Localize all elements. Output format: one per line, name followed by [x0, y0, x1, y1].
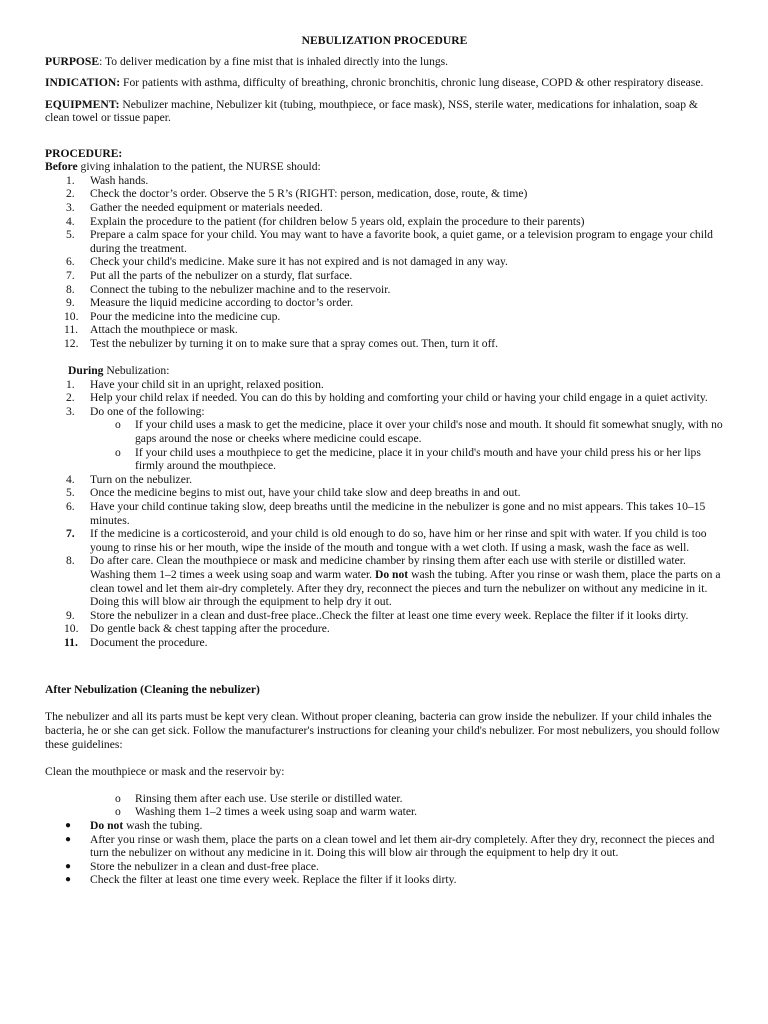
list-item: o Washing them 1–2 times a week using soap and warm water.	[115, 805, 418, 819]
during-steps-list	[45, 378, 724, 650]
clean-by-text: Clean the mouthpiece or mask and the reservoir by:	[45, 764, 285, 778]
before-label: Before	[45, 160, 78, 174]
list-item: 5. Prepare a calm space for your child. You may want to have a favorite book, a quiet game, or a television program to engage your child during the treatment.	[66, 228, 713, 255]
purpose-paragraph	[45, 55, 724, 69]
after-intro: The nebulizer and all its parts must be kept very clean. Without proper cleaning, bacteria can grow inside the nebulizer. If your child inhales the bacteria, he or she can get sick. Follow the manufacturer's instructions for cleaning your child's nebulizer. For most nebulizers, you should follow these guidelines:	[45, 710, 720, 751]
list-item: ● Check the filter at least one time every week. Replace the filter if it looks dirty.	[65, 873, 457, 887]
list-item: 3. Do one of the following:	[66, 404, 205, 418]
indication-label: INDICATION:	[45, 76, 121, 90]
list-item: 11. Attach the mouthpiece or mask.	[64, 323, 238, 337]
procedure-heading: PROCEDURE:	[45, 146, 123, 160]
list-item: 9. Measure the liquid medicine according to doctor’s order.	[66, 296, 354, 310]
list-item: 1. Have your child sit in an upright, relaxed position.	[66, 377, 324, 391]
list-item: 4. Explain the procedure to the patient (for children below 5 years old, explain the procedure to their parents)	[66, 214, 585, 228]
list-item: 2. Check the doctor’s order. Observe the 5 R’s (RIGHT: person, medication, dose, route, & time)	[66, 187, 528, 201]
before-text: giving inhalation to the patient, the NURSE should:	[77, 160, 321, 174]
list-item: 2. Help your child relax if needed. You can do this by holding and comforting your child or having your child engage in a quiet activity.	[66, 391, 708, 405]
list-item: 12. Test the nebulizer by turning it on to make sure that a spray comes out. Then, turn it off.	[64, 336, 498, 350]
list-item: 5. Once the medicine begins to mist out, have your child take slow and deep breaths in and out.	[66, 486, 521, 500]
indication-paragraph	[45, 76, 724, 90]
before-intro	[45, 160, 724, 174]
list-item: o Rinsing them after each use. Use sterile or distilled water.	[115, 791, 403, 805]
list-item: 4. Turn on the nebulizer.	[66, 472, 192, 486]
indication-text: For patients with asthma, difficulty of breathing, chronic bronchitis, chronic lung disease, COPD & other respiratory disease.	[120, 76, 704, 90]
list-item: 10. Do gentle back & chest tapping after the procedure.	[64, 622, 330, 636]
purpose-label: PURPOSE	[45, 54, 100, 68]
list-item: 3. Gather the needed equipment or materials needed.	[66, 200, 323, 214]
list-item: 7. Put all the parts of the nebulizer on a sturdy, flat surface.	[66, 268, 353, 282]
before-steps-list	[45, 174, 724, 351]
equipment-paragraph	[45, 98, 724, 125]
equipment-text: Nebulizer machine, Nebulizer kit (tubing, mouthpiece, or face mask), NSS, sterile water, medications for inhalation, soap & clean towel or tissue paper.	[45, 97, 698, 125]
purpose-text: : To deliver medication by a fine mist that is inhaled directly into the lungs.	[99, 54, 449, 68]
list-item: 8. Do after care. Clean the mouthpiece or mask and medicine chamber by rinsing them after each use with sterile or distilled water. Washing them 1–2 times a week using soap and warm water. Do not wash the tubing. After you rinse or wash them, place the parts on a clean towel and let them air-dry completely. After they dry, reconnect the pieces and turn the nebulizer on without any medicine in it. Doing this will blow air through the equipment to help dry it out.	[66, 554, 721, 609]
list-item: o If your child uses a mask to get the medicine, place it over your child's nose and mouth. It should fit somewhat snugly, with no gaps around the nose or cheeks where medicine could escape.	[115, 418, 723, 446]
cleaning-list	[45, 792, 724, 887]
list-item: 6. Check your child's medicine. Make sure it has not expired and is not damaged in any way.	[66, 255, 508, 269]
page-title: NEBULIZATION PROCEDURE	[301, 34, 468, 47]
equipment-label: EQUIPMENT:	[45, 97, 120, 111]
list-item: 11. Document the procedure.	[64, 635, 208, 649]
during-text: Nebulization:	[103, 364, 170, 378]
list-item: 7. If the medicine is a corticosteroid, and your child is old enough to do so, have him or her rinse and spit with water. If you child is too young to rinse his or her mouth, wipe the inside of the mouth and tongue with a wet cloth. If using a mask, wash the face as well.	[66, 527, 707, 554]
during-label: During	[68, 364, 104, 378]
list-item: ● Do not wash the tubing.	[65, 819, 203, 833]
during-intro	[45, 364, 724, 378]
list-item: 8. Connect the tubing to the nebulizer machine and to the reservoir.	[66, 282, 391, 296]
after-heading: After Nebulization (Cleaning the nebulizer)	[45, 683, 260, 697]
list-item: o If your child uses a mouthpiece to get the medicine, place it in your child's mouth and have your child press his or her lips firmly around the mouthpiece.	[115, 445, 701, 473]
list-item: 9. Store the nebulizer in a clean and dust-free place..Check the filter at least one time every week. Replace the filter if it looks dirty.	[66, 608, 689, 622]
list-item: 1. Wash hands.	[66, 173, 149, 187]
list-item: 6. Have your child continue taking slow, deep breaths until the medicine in the nebulizer is gone and no mist appears. This takes 10–15 minutes.	[66, 500, 706, 527]
list-item: ● Store the nebulizer in a clean and dust-free place.	[65, 859, 319, 873]
list-item: ● After you rinse or wash them, place the parts on a clean towel and let them air-dry completely. After they dry, reconnect the pieces and turn the nebulizer on without any medicine in it. Doing this will blow air through the equipment to help dry it out.	[65, 832, 715, 860]
list-item: 10. Pour the medicine into the medicine cup.	[64, 309, 281, 323]
